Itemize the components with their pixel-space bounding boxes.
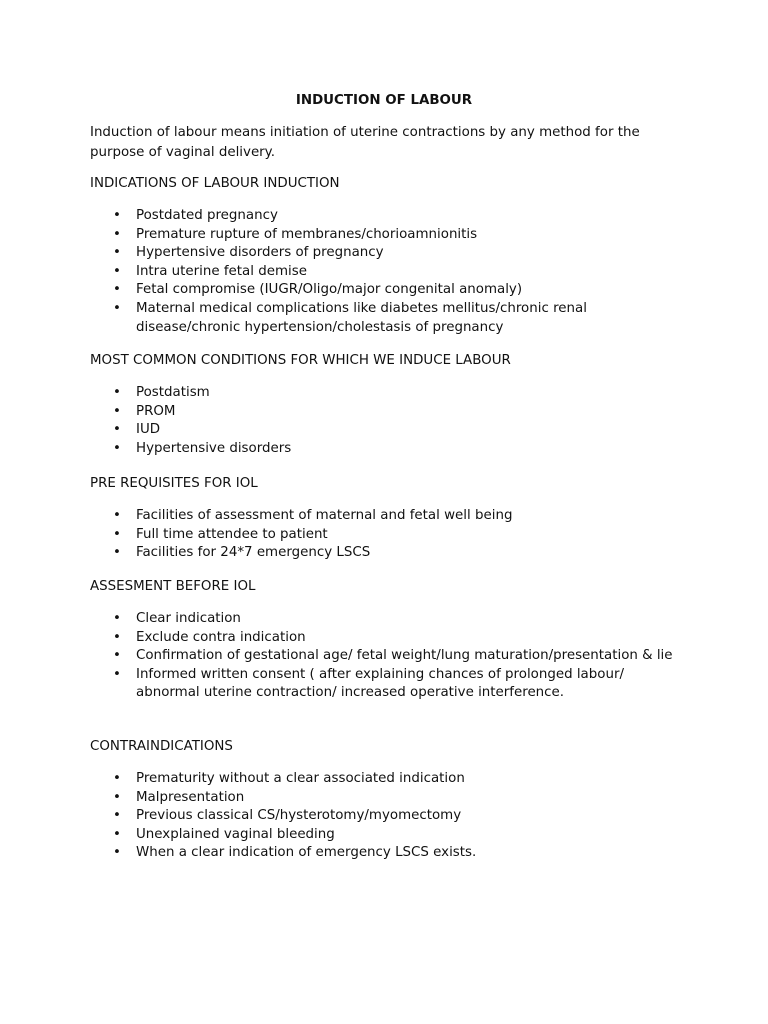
list-assessment: [0, 610, 768, 703]
list-item: • Maternal medical complications like diabetes mellitus/chronic renal disease/chronic hypertension/cholestasis of pregnancy: [0, 300, 616, 337]
section-heading-prerequisites: PRE REQUISITES FOR IOL: [90, 476, 258, 491]
list-contraindications: [0, 770, 768, 863]
list-item: • Fetal compromise (IUGR/Oligo/major congenital anomaly): [0, 281, 686, 300]
list-item: • Unexplained vaginal bleeding: [0, 826, 686, 845]
list-item: • Premature rupture of membranes/chorioamnionitis: [0, 226, 686, 245]
list-item: • Hypertensive disorders of pregnancy: [0, 244, 686, 263]
section-heading-indications: INDICATIONS OF LABOUR INDUCTION: [90, 176, 340, 191]
list-indications: [0, 207, 768, 337]
list-prerequisites: [0, 507, 768, 563]
list-item: • IUD: [0, 421, 686, 440]
list-item: • Clear indication: [0, 610, 686, 629]
list-item: • PROM: [0, 403, 686, 422]
list-item: • Facilities for 24*7 emergency LSCS: [0, 544, 686, 563]
section-heading-assessment: ASSESMENT BEFORE IOL: [90, 579, 256, 594]
list-item: • Exclude contra indication: [0, 629, 686, 648]
list-item: • Malpresentation: [0, 789, 686, 808]
section-heading-contraindications: CONTRAINDICATIONS: [90, 739, 233, 754]
intro-paragraph: Induction of labour means initiation of uterine contractions by any method for the purpose of vaginal delivery.: [90, 125, 640, 160]
list-item: • Confirmation of gestational age/ fetal weight/lung maturation/presentation & lie: [0, 647, 676, 666]
list-item: • Full time attendee to patient: [0, 526, 686, 545]
list-item: • Intra uterine fetal demise: [0, 263, 686, 282]
list-item: • Hypertensive disorders: [0, 440, 686, 459]
list-item: • Postdatism: [0, 384, 686, 403]
list-common-conditions: [0, 384, 768, 458]
list-item: • Facilities of assessment of maternal and fetal well being: [0, 507, 686, 526]
list-item: • Postdated pregnancy: [0, 207, 686, 226]
list-item: • When a clear indication of emergency LSCS exists.: [0, 844, 686, 863]
section-heading-common-conditions: MOST COMMON CONDITIONS FOR WHICH WE INDUCE LABOUR: [90, 353, 511, 368]
document-title: INDUCTION OF LABOUR: [295, 93, 473, 108]
list-item: • Previous classical CS/hysterotomy/myomectomy: [0, 807, 686, 826]
list-item: • Prematurity without a clear associated indication: [0, 770, 686, 789]
list-item: • Informed written consent ( after explaining chances of prolonged labour/ abnormal uterine contraction/ increased operative interference.: [0, 666, 646, 703]
